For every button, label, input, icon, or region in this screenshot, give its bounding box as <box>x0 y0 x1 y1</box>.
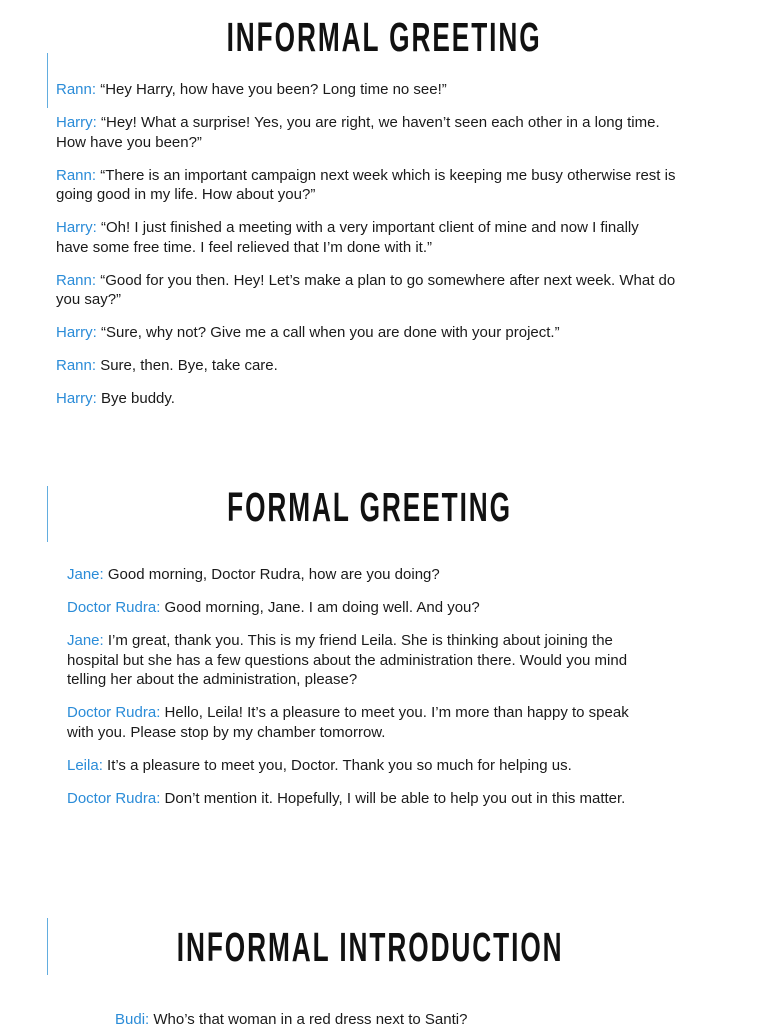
dialogue-text: hospital but she has a few questions about the administration there. Would you mind <box>67 651 628 669</box>
dialogue <box>67 703 629 742</box>
speaker-name: Doctor Rudra: <box>67 789 161 807</box>
dialogue-line <box>67 598 629 618</box>
dialogue <box>56 389 675 409</box>
dialogue-line <box>67 631 629 651</box>
dialogue-text: “Oh! I just finished a meeting with a very important client of mine and now I finally <box>101 219 639 236</box>
dialogue <box>115 1010 467 1024</box>
dialogue-line <box>115 1010 467 1024</box>
dialogue-line <box>56 166 675 186</box>
dialogue-text: I’m great, thank you. This is my friend Leila. She is thinking about joining the <box>107 632 613 649</box>
speaker-name: Rann: <box>56 357 97 374</box>
dialogue <box>56 166 675 205</box>
dialogue-text: telling her about the administration, please? <box>67 671 358 688</box>
dialogue-text: How have you been?” <box>56 133 202 151</box>
accent-bar <box>47 53 48 108</box>
dialogue-line <box>56 113 675 133</box>
dialogue-text: Sure, then. Bye, take care. <box>100 357 278 374</box>
dialogue-list <box>67 565 629 822</box>
dialogue <box>56 113 675 152</box>
dialogue-line <box>67 565 629 585</box>
speaker-name: Leila: <box>67 756 103 774</box>
section-title-text: INFORMAL INTRODUCTION <box>176 924 564 970</box>
dialogue-text: you say?” <box>56 291 122 308</box>
dialogue-line <box>56 323 675 343</box>
dialogue <box>67 598 629 618</box>
section-title <box>0 925 740 969</box>
speaker-name: Jane: <box>67 632 104 649</box>
dialogue-text: “Hey! What a surprise! Yes, you are right, we haven’t seen each other in a long time. <box>101 114 660 131</box>
speaker-name: Harry: <box>56 324 97 341</box>
dialogue-list-clip <box>115 1004 715 1024</box>
speaker-name: Harry: <box>56 114 97 131</box>
dialogue <box>67 756 629 776</box>
dialogue-list <box>115 1010 467 1024</box>
speaker-name: Rann: <box>56 81 97 98</box>
dialogue <box>56 356 675 376</box>
dialogue <box>56 218 675 257</box>
speaker-name: Budi: <box>115 1011 150 1024</box>
dialogue-line <box>56 389 675 409</box>
dialogue-text: Good morning, Jane. I am doing well. And you? <box>164 599 480 616</box>
dialogue-text: Good morning, Doctor Rudra, how are you doing? <box>107 566 440 583</box>
dialogue-line <box>56 218 675 238</box>
section-title <box>0 15 768 59</box>
dialogue-text: It’s a pleasure to meet you, Doctor. Thank you so much for helping us. <box>107 756 572 774</box>
dialogue-line <box>56 356 675 376</box>
dialogue <box>67 565 629 585</box>
dialogue-line <box>56 80 675 100</box>
dialogue-text: Don’t mention it. Hopefully, I will be able to help you out in this matter. <box>164 789 626 807</box>
speaker-name: Rann: <box>56 166 97 184</box>
dialogue-text: “Good for you then. Hey! Let’s make a plan to go somewhere after next week. What do <box>100 271 676 289</box>
dialogue-line <box>67 756 629 776</box>
section-title-text: INFORMAL GREETING <box>226 14 542 60</box>
section-title <box>0 485 740 529</box>
dialogue-text: have some free time. I feel relieved that I’m done with it.” <box>56 238 433 256</box>
speaker-name: Harry: <box>56 219 97 236</box>
speaker-name: Harry: <box>56 390 97 407</box>
dialogue-text: “Hey Harry, how have you been? Long time no see!” <box>100 81 447 98</box>
dialogue-text: Who’s that woman in a red dress next to Santi? <box>153 1011 468 1024</box>
dialogue <box>56 80 675 100</box>
dialogue <box>56 323 675 343</box>
speaker-name: Doctor Rudra: <box>67 704 161 721</box>
dialogue <box>67 631 629 690</box>
dialogue <box>56 271 675 310</box>
dialogue-list <box>56 80 675 422</box>
speaker-name: Doctor Rudra: <box>67 599 161 616</box>
speaker-name: Jane: <box>67 566 104 583</box>
section-title-text: FORMAL GREETING <box>227 484 513 530</box>
dialogue-text: Hello, Leila! It’s a pleasure to meet you. I’m more than happy to speak <box>164 704 629 721</box>
dialogue-text: with you. Please stop by my chamber tomorrow. <box>67 723 386 741</box>
dialogue-line <box>56 271 675 291</box>
dialogue-text: “Sure, why not? Give me a call when you are done with your project.” <box>101 324 560 341</box>
dialogue-line <box>67 789 629 809</box>
dialogue-text: “There is an important campaign next week which is keeping me busy otherwise rest is <box>100 166 676 184</box>
dialogue-line <box>67 703 629 723</box>
dialogue-text: Bye buddy. <box>101 390 175 407</box>
speaker-name: Rann: <box>56 271 97 289</box>
dialogue <box>67 789 629 809</box>
dialogue-text: going good in my life. How about you?” <box>56 186 316 203</box>
